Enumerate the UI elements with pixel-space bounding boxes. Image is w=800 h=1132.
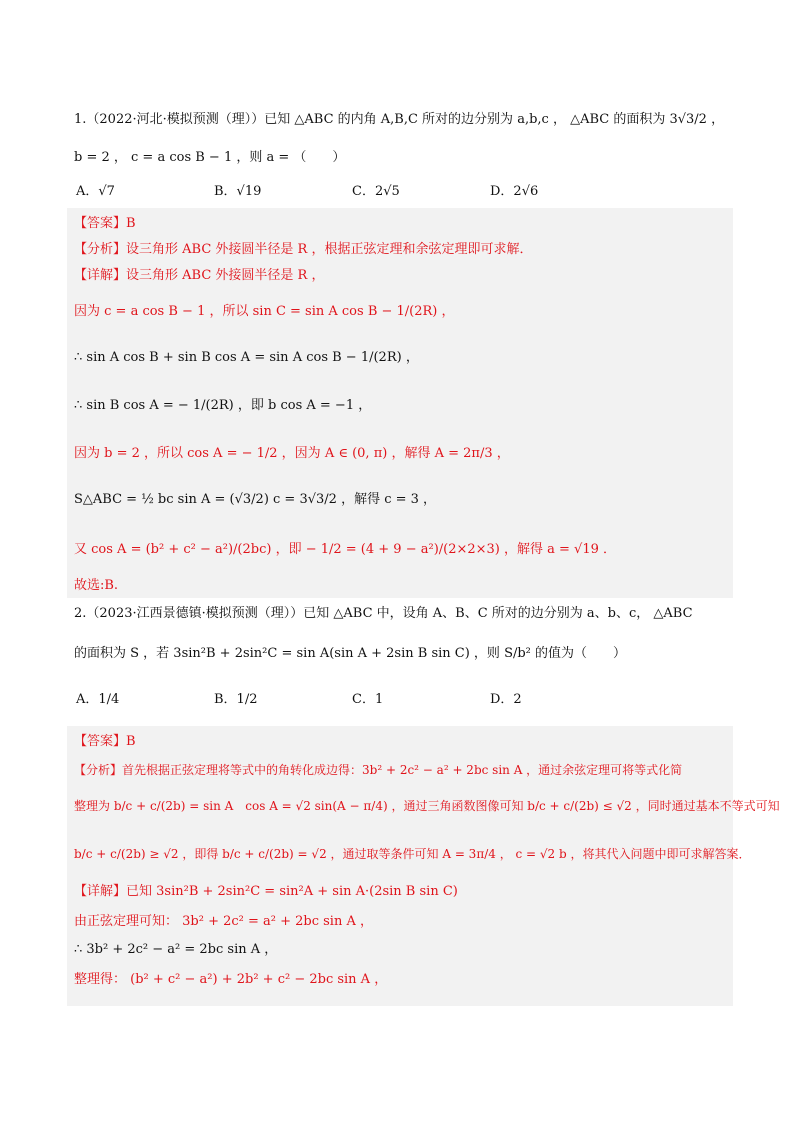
q1-conclusion: 故选:B.	[74, 578, 119, 593]
q1-option-b: B．√19	[214, 184, 262, 199]
q2-analysis-line: b/c + c/(2b) ≥ √2 ，即得 b/c + c/(2b) = √2 ，通过取等条件可知 A = 3π/4 ， c = √2 b ，将其代入问题中即可求解答案．	[74, 847, 751, 861]
q1-option-d: D．2√6	[490, 184, 539, 199]
q1-option-a: A．√7	[76, 184, 115, 199]
q2-answer: 【答案】B	[74, 734, 136, 749]
q1-stem-line-2: b = 2 ， c = a cos B − 1 ，则 a = （ ）	[74, 150, 346, 165]
q1-analysis: 【分析】设三角形 ABC 外接圆半径是 R ，根据正弦定理和余弦定理即可求解．	[74, 242, 533, 257]
q2-option-c: C．1	[352, 692, 384, 707]
q1-detail-line: 又 cos A = (b² + c² − a²)/(2bc) ，即 − 1/2 = (4 + 9 − a²)/(2×2×3) ，解得 a = √19 ．	[74, 542, 617, 557]
q2-analysis-line: 【分析】首先根据正弦定理将等式中的角转化成边得：3b² + 2c² − a² + 2bc sin A ，通过余弦定理可将等式化简	[74, 763, 683, 777]
q1-stem-line-1: 1.（2022·河北·模拟预测（理））已知 △ABC 的内角 A,B,C 所对的边分别为 a,b,c ， △ABC 的面积为 3√3/2 ，	[74, 112, 725, 127]
q1-option-c: C．2√5	[352, 184, 400, 199]
q2-option-b: B．1/2	[214, 692, 258, 707]
q2-detail-line: ∴ 3b² + 2c² − a² = 2bc sin A ，	[74, 942, 278, 957]
q2-stem-line-1: 2.（2023·江西景德镇·模拟预测（理））已知 △ABC 中，设角 A、B、C 所对的边分别为 a、b、c， △ABC	[74, 606, 693, 621]
q2-option-d: D．2	[490, 692, 522, 707]
q1-answer: 【答案】B	[74, 216, 136, 231]
q2-detail-line: 【详解】已知 3sin²B + 2sin²C = sin²A + sin A·(2sin B sin C)	[74, 884, 458, 899]
q2-stem-line-2: 的面积为 S ，若 3sin²B + 2sin²C = sin A(sin A + 2sin B sin C) ，则 S/b² 的值为（ ）	[74, 646, 627, 661]
q1-detail-line: 因为 c = a cos B − 1 ，所以 sin C = sin A cos B − 1/(2R) ，	[74, 304, 455, 319]
q2-detail-line: 由正弦定理可知： 3b² + 2c² = a² + 2bc sin A ，	[74, 914, 373, 929]
q1-detail-line: ∴ sin A cos B + sin B cos A = sin A cos B − 1/(2R) ，	[74, 350, 419, 365]
q1-detail-line: S△ABC = ½ bc sin A = (√3/2) c = 3√3/2 ，解得 c = 3 ，	[74, 492, 437, 507]
q1-detail-line: ∴ sin B cos A = − 1/(2R) ，即 b cos A = −1 ，	[74, 398, 372, 413]
q1-detail-line: 【详解】设三角形 ABC 外接圆半径是 R ，	[74, 268, 325, 283]
q1-detail-line: 因为 b = 2 ，所以 cos A = − 1/2 ，因为 A ∈ (0, π) ，解得 A = 2π/3 ，	[74, 446, 510, 461]
q2-option-a: A．1/4	[76, 692, 120, 707]
q2-analysis-line: 整理为 b/c + c/(2b) = sin A cos A = √2 sin(A − π/4) ，通过三角函数图像可知 b/c + c/(2b) ≤ √2 ，同时通过基本不等式可知	[74, 799, 780, 813]
q2-detail-line: 整理得： (b² + c² − a²) + 2b² + c² − 2bc sin A ，	[74, 972, 388, 987]
